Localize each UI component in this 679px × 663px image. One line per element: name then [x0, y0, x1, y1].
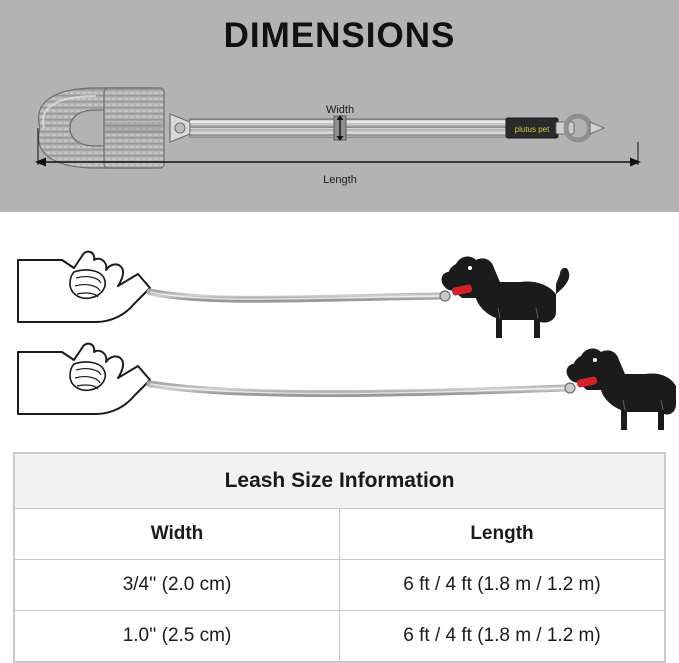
column-header-width: Width: [15, 509, 340, 560]
table-title-row: [15, 454, 665, 509]
handle-loop: [39, 88, 164, 168]
cell-length-2: 6 ft / 4 ft (1.8 m / 1.2 m): [340, 611, 665, 662]
dog-silhouette-long: [442, 257, 570, 338]
long-leash-row: [18, 252, 569, 338]
width-indicator: [334, 115, 346, 141]
short-leash-row: [18, 344, 676, 430]
length-dimension-label: Length: [323, 174, 357, 186]
dimensions-panel: [0, 0, 679, 212]
page-title: DIMENSIONS: [223, 16, 456, 55]
width-dimension-label: Width: [325, 104, 355, 116]
hand-outline-long: [18, 252, 150, 322]
table-header-row: [15, 509, 665, 560]
dog-silhouette-short: [567, 349, 676, 430]
hand-outline-short: [18, 344, 150, 414]
cell-width-1: 3/4'' (2.0 cm): [15, 560, 340, 611]
table-title: Leash Size Information: [15, 454, 665, 509]
table-row: [15, 560, 665, 611]
cell-width-2: 1.0'' (2.5 cm): [15, 611, 340, 662]
handle-connector: [170, 114, 190, 142]
brand-tag: [506, 118, 558, 138]
column-header-length: Length: [340, 509, 665, 560]
snap-hook: [556, 116, 604, 140]
table-row: [15, 611, 665, 662]
brand-tag-label: plutus pet: [514, 125, 550, 134]
leash-strap: [190, 119, 540, 137]
usage-illustration-panel: [0, 212, 679, 444]
leash-size-table: [13, 452, 666, 663]
cell-length-1: 6 ft / 4 ft (1.8 m / 1.2 m): [340, 560, 665, 611]
hand-and-dog-illustration: [0, 212, 679, 444]
